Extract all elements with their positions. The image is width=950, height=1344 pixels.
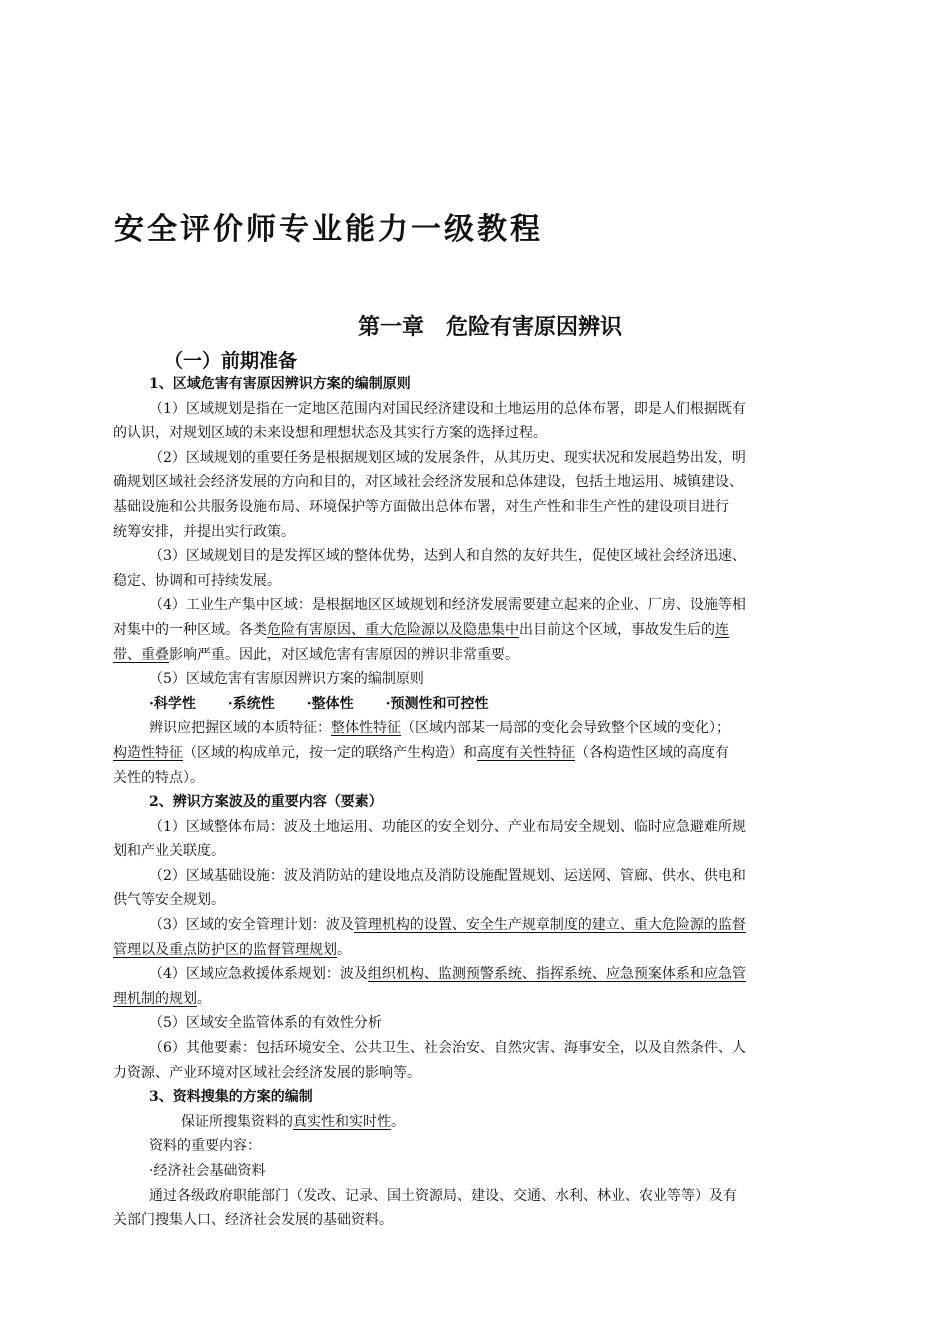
- paragraph-line: 划和产业关联度。: [113, 843, 225, 860]
- paragraph-line: 供气等安全规划。: [113, 892, 225, 909]
- paragraph-line: 资料的重要内容：: [149, 1138, 261, 1155]
- underlined-text: 管理以及重点防护区的监督管理规划: [113, 941, 337, 958]
- text-run: 辨识应把握区域的本质特征：: [149, 720, 331, 737]
- paragraph-line: 的认识，对规划区域的未来设想和理想状态及其实行方案的选择过程。: [113, 425, 547, 442]
- paragraph-line: [113, 962, 863, 987]
- key-principles: [113, 692, 863, 717]
- heading-3: 3、资料搜集的方案的编制: [149, 1089, 313, 1106]
- principle-item: ·预测性和可控性: [385, 695, 489, 712]
- principle-item: ·系统性: [227, 695, 275, 712]
- text-run: 出目前这个区域，事故发生后的: [519, 621, 715, 638]
- text-run: 影响严重。因此，对区域危害有害原因的辨识非常重要。: [169, 646, 519, 663]
- underlined-text: 理机制的规划: [113, 990, 197, 1007]
- underlined-text: 整体性特征: [331, 720, 401, 737]
- text-run: 。: [391, 1113, 405, 1130]
- text-run: （区域的构成单元，按一定的联络产生构造）和: [183, 744, 477, 761]
- heading-2: 2、辨识方案波及的重要内容（要素）: [149, 794, 383, 811]
- paragraph-line: （3）区域规划目的是发挥区域的整体优势，达到人和自然的友好共生，促使区域社会经济迅速、: [149, 548, 746, 565]
- underlined-text: 组织机构、监测预警系统、指挥系统、应急预案体系和应急管: [367, 966, 746, 983]
- paragraph-line: ·经济社会基础资料: [149, 1163, 266, 1179]
- section-title: （一）前期准备: [164, 350, 298, 372]
- paragraph-line: [113, 913, 863, 938]
- heading-1: 1、区域危害有害原因辨识方案的编制原则: [149, 376, 411, 392]
- underlined-text: 连: [715, 621, 729, 638]
- underlined-text: 高度有关性特征: [477, 744, 575, 761]
- text-run: （4）区域应急救援体系规划：波及: [149, 966, 368, 983]
- text-run: 保证所搜集资料的: [181, 1113, 293, 1130]
- paragraph-line: （2）区域基础设施：波及消防站的建设地点及消防设施配置规划、运送网、管廊、供水、供电和: [149, 867, 746, 884]
- text-run: （区域内部某一局部的变化会导致整个区域的变化）；: [401, 720, 730, 737]
- paragraph-line: 关性的特点）。: [113, 769, 204, 786]
- paragraph-line: 基础设施和公共服务设施布局、环境保护等方面做出总体布署，对生产性和非生产性的建设项目进行: [113, 498, 729, 515]
- paragraph-line: 通过各级政府职能部门（发改、记录、国土资源局、建设、交通、水利、林业、农业等等）及有: [149, 1187, 737, 1204]
- text-run: （各构造性区域的高度有: [575, 744, 729, 761]
- paragraph-line: [113, 987, 863, 1012]
- paragraph-line: 力资源、产业环境对区域社会经济发展的影响等。: [113, 1064, 421, 1081]
- text-run: 对集中的一种区域。各类: [113, 621, 267, 638]
- paragraph-line: （1）区域规划是指在一定地区范围内对国民经济建设和土地运用的总体布署，即是人们根据既有: [149, 400, 746, 417]
- paragraph-line: （5）区域安全监管体系的有效性分析: [149, 1015, 382, 1032]
- paragraph-line: [113, 741, 863, 766]
- underlined-text: 真实性和实时性: [293, 1113, 391, 1130]
- paragraph-line: [113, 1110, 863, 1135]
- paragraph-line: 确规划区域社会经济发展的方向和目的，对区域社会经济发展和总体建设，包括土地运用、城镇建设、: [113, 474, 743, 491]
- paragraph-line: （4）工业生产集中区域：是根据地区区域规划和经济发展需要建立起来的企业、厂房、设施等相: [149, 597, 746, 614]
- paragraph-line: 关部门搜集人口、经济社会发展的基础资料。: [113, 1212, 393, 1229]
- principle-item: ·科学性: [149, 695, 196, 712]
- paragraph-line: [113, 643, 863, 668]
- text-run: 。: [337, 941, 351, 958]
- paragraph-line: [113, 716, 863, 741]
- text-run: （3）区域的安全管理计划：波及: [149, 917, 354, 934]
- paragraph-line: （2）区域规划的重要任务是根据规划区域的发展条件，从其历史、现实状况和发展趋势出发，明: [149, 449, 746, 466]
- chapter-title: 第一章 危险有害原因辨识: [358, 314, 623, 340]
- underlined-text: 危险有害原因、重大危险源以及隐患集中: [267, 621, 519, 638]
- document-title: 安全评价师专业能力一级教程: [114, 212, 543, 247]
- underlined-text: 构造性特征: [113, 744, 183, 761]
- paragraph-line: （5）区域危害有害原因辨识方案的编制原则: [149, 671, 424, 688]
- document-body: [113, 372, 863, 1233]
- paragraph-line: [113, 618, 863, 643]
- paragraph-line: （6）其他要素：包括环境安全、公共卫生、社会治安、自然灾害、海事安全，以及自然条件、人: [149, 1040, 746, 1057]
- principle-item: ·整体性: [306, 695, 354, 712]
- paragraph-line: 稳定、协调和可持续发展。: [113, 572, 281, 589]
- underlined-text: 管理机构的设置、安全生产规章制度的建立、重大危险源的监督: [353, 917, 746, 934]
- underlined-text: 带、重叠: [113, 646, 169, 663]
- paragraph-line: 统筹安排，并提出实行政策。: [113, 523, 295, 540]
- paragraph-line: [113, 938, 863, 963]
- paragraph-line: （1）区域整体布局：波及土地运用、功能区的安全划分、产业布局安全规划、临时应急避难所规: [149, 818, 746, 835]
- text-run: 。: [197, 990, 211, 1007]
